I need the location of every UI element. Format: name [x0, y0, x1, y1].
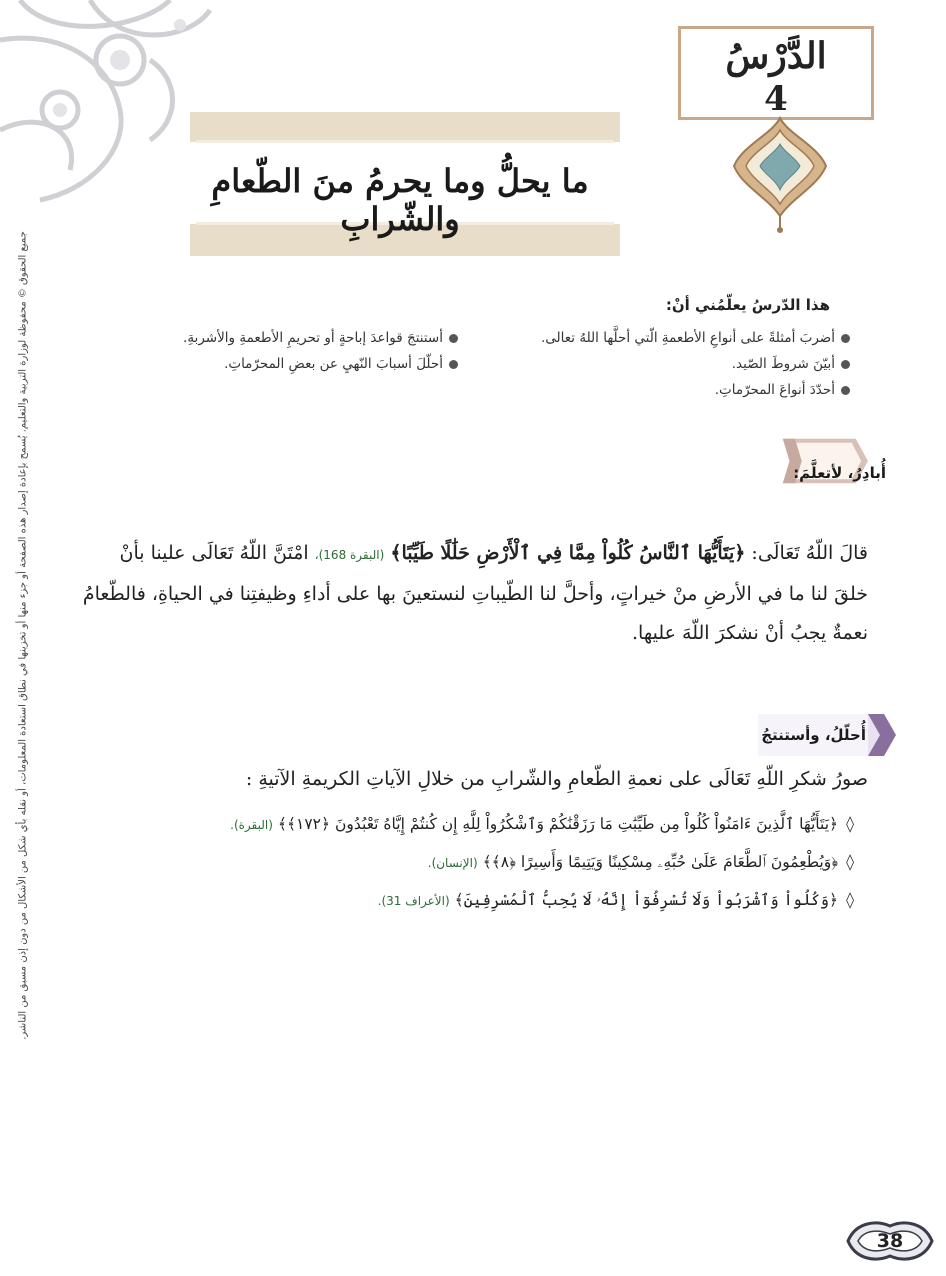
- objective-text: أحدّدَ أنواعَ المحرّماتِ.: [714, 382, 835, 398]
- bullet-icon: [449, 360, 458, 369]
- lesson-box: [678, 26, 874, 120]
- bullet-icon: [841, 360, 850, 369]
- verse-ref: (الإنسان).: [427, 856, 478, 870]
- page-number: 38: [876, 1230, 904, 1252]
- intro-paragraph: [80, 534, 868, 653]
- objectives-heading: هذا الدّرسُ يعلّمُني أنْ:: [665, 296, 830, 314]
- verse-text: ﴿وَيُطْعِمُونَ ٱلطَّعَامَ عَلَىٰ حُبِّهِۦ مِسْكِينًا وَيَتِيمًا وَأَسِيرًا ﴿٨﴾﴾: [482, 853, 839, 871]
- objective-text: أبيّنَ شروطَ الصّيد.: [731, 356, 835, 372]
- copyright-side-note: جميع الحقوق © محفوظة لوزارة التربية والتعليم. يُسمح بإعادة إصدار هذه الصفحة أو جزء منها أو تخزينها في نطاق استعادة المعلومات، أو نقله بأي شكل من الأشكال من دون إذن مسبق من الناشر.: [17, 231, 29, 1040]
- verse-ref: (الأعراف 31).: [377, 894, 450, 908]
- objective-item: [224, 356, 458, 372]
- section-title-badir: أُبادِرُ، لأتعلَّمَ:: [793, 464, 886, 482]
- verse-text: ﴿يَتَأَيُّهَا ٱلَّذِينَ ءَامَنُواْ كُلُواْ مِن طَيِّبَٰتِ مَا رَزَقْنَٰكُمْ وَٱشْكُرُواْ لِلَّهِ إِن كُنتُمْ إِيَّاهُ تَعْبُدُونَ ﴿١٧٢﴾﴾: [277, 815, 839, 833]
- intro-verse: ﴿يَتَأَيُّهَا ٱلنَّاسُ كُلُواْ مِمَّا فِي ٱلْأَرْضِ حَلَٰلًا طَيِّبًا﴾: [390, 542, 746, 564]
- bullet-icon: [449, 334, 458, 343]
- objective-item: [732, 356, 850, 372]
- objective-text: أحلّلَ أسبابَ النّهيِ عن بعضِ المحرّماتِ.: [224, 356, 443, 372]
- intro-verse-ref: (البقرة 168)،: [314, 548, 385, 562]
- section-title-analyze: أُحلّلُ، وأستنتجُ: [761, 726, 866, 744]
- verse-item: [74, 814, 854, 833]
- analysis-lead: صورُ شكرِ اللّهِ تَعَالَى على نعمةِ الطّعامِ والشّرابِ من خلالِ الآياتِ الكريمةِ الآتيةِ :: [245, 768, 868, 790]
- verse-text: ﴿وَكُلُواْ وَٱشْرَبُواْ وَلَا تُسْرِفُوٓاْ إِنَّهُۥ لَا يُحِبُّ ٱلْمُسْرِفِينَ﴾: [454, 891, 839, 909]
- bullet-icon: [841, 386, 850, 395]
- page-title: ما يحلُّ وما يحرمُ منَ الطّعامِ والشّرابِ: [211, 162, 589, 238]
- page-number-badge: [842, 1216, 938, 1266]
- objective-item: [715, 382, 850, 398]
- diamond-icon: ◊: [846, 814, 854, 833]
- lesson-word: الدَّرْسُ: [725, 35, 827, 77]
- diamond-icon: ◊: [846, 890, 854, 909]
- objective-item: [183, 330, 458, 346]
- medallion-ornament: [730, 116, 830, 234]
- bullet-icon: [841, 334, 850, 343]
- lesson-number: 4: [764, 79, 788, 119]
- objective-text: أضربَ أمثلةً على أنواعِ الأطعمةِ الّتي أحلَّها اللهُ تعالى.: [541, 330, 835, 346]
- verse-ref: (البقرة).: [230, 818, 273, 832]
- intro-prefix: قالَ اللّهُ تَعَالَى:: [751, 542, 868, 564]
- verse-item: [74, 890, 854, 910]
- diamond-icon: ◊: [846, 852, 854, 871]
- verse-item: [74, 852, 854, 872]
- objective-text: أستنتجَ قواعدَ إباحةٍ أو تحريمِ الأطعمةِ والأشربةِ.: [183, 330, 443, 346]
- objective-item: [541, 330, 850, 346]
- intro-body: امْتَنَّ اللّهُ تَعَالَى علينا بأنْ خلقَ لنا ما في الأرضِ منْ خيراتٍ، وأحلَّ لنا الطّيباتِ لنستعينَ بها على أداءِ وظيفتِنا في الحياةِ، فالطّعامُ نعمةٌ يجبُ أنْ نشكرَ اللّهَ عليها.: [82, 542, 868, 644]
